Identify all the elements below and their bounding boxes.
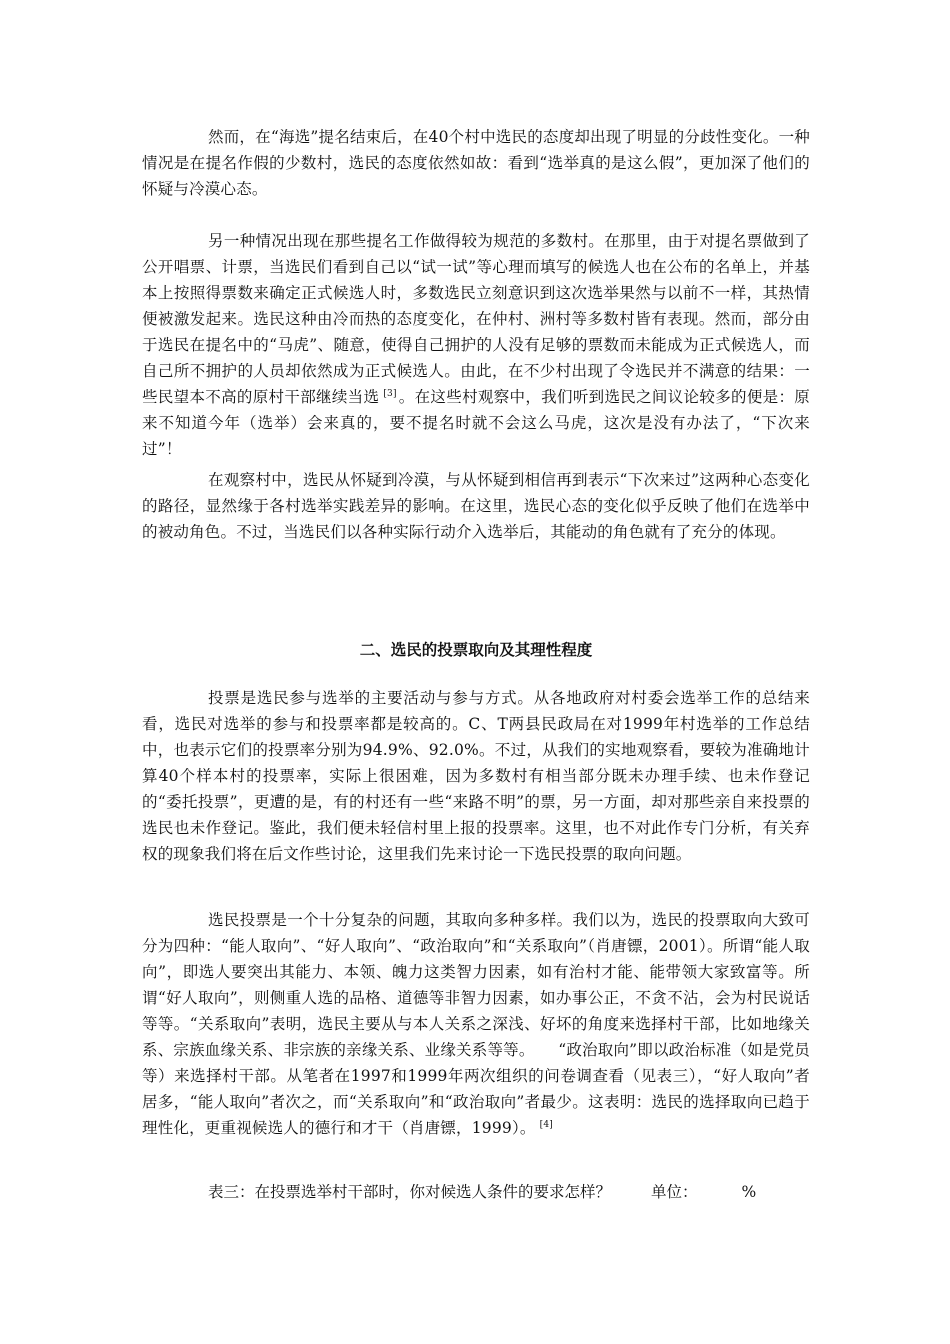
table-unit-value: % bbox=[741, 1183, 757, 1201]
paragraph-3-text: 在观察村中，选民从怀疑到冷漠，与从怀疑到相信再到表示“下次来过”这两种心态变化的路径，显然缘于各村选举实践差异的影响。在这里，选民心态的变化似乎反映了他们在选举中的被动角色。不过，当选民们以各种实际行动介入选举后，其能动的角色就有了充分的体现。 bbox=[142, 471, 810, 541]
table-caption bbox=[208, 1179, 756, 1205]
section-heading: 二、选民的投票取向及其理性程度 bbox=[359, 640, 593, 659]
table-caption-title: 表三：在投票选举村干部时，你对候选人条件的要求怎样？ bbox=[208, 1183, 612, 1201]
paragraph-2-text-b: 。在这些村观察中，我们听到选民之间议论较多的便是：原来不知道今年（选举）会来真的，要不提名时就不会这么马虎，这次是没有办法了，“下次来过”！ bbox=[142, 388, 810, 458]
paragraph-2-text-a: 另一种情况出现在那些提名工作做得较为规范的多数村。在那里，由于对提名票做到了公开唱票、计票，当选民们看到自己以“试一试”等心理而填写的候选人也在公布的名单上，并基本上按照得票数来确定正式候选人时，多数选民立刻意识到这次选举果然与以前不一样，其热情便被激发起来。选民这种由冷而热的态度变化，在仲村、洲村等多数村皆有表现。然而，部分由于选民在提名中的“马虎”、随意，使得自己拥护的人没有足够的票数而未能成为正式候选人，而自己所不拥护的人员却依然成为正式候选人。由此，在不少村出现了令选民并不满意的结果：一些民望本不高的原村干部继续当选 bbox=[142, 232, 810, 406]
footnote-ref-4[interactable]: [4] bbox=[539, 1119, 553, 1130]
footnote-ref-3[interactable]: [3] bbox=[383, 388, 397, 399]
paragraph-1-text: 然而，在“海选”提名结束后，在40个村中选民的态度却出现了明显的分歧性变化。一种情况是在提名作假的少数村，选民的态度依然如故：看到“选举真的是这么假”，更加深了他们的怀疑与冷漠心态。 bbox=[142, 128, 810, 198]
table-unit-label: 单位： bbox=[651, 1183, 698, 1201]
paragraph-5-text: 选民投票是一个十分复杂的问题，其取向多种多样。我们以为，选民的投票取向大致可分为四种：“能人取向”、“好人取向”、“政治取向”和“关系取向”（肖唐镖，2001）。所谓“能人取向”，即选人要突出其能力、本领、魄力这类智力因素，如有治村才能、能带领大家致富等。所谓“好人取向”，则侧重人选的品格、道德等非智力因素，如办事公正，不贪不沾，会为村民说话等等。“关系取向”表明，选民主要从与本人关系之深浅、好坏的角度来选择村干部，比如地缘关系、宗族血缘关系、非宗族的亲缘关系、业缘关系等等。 “政治取向”即以政治标准（如是党员等）来选择村干部。从笔者在1997和1999年两次组织的问卷调查看（见表三），“好人取向”者居多，“能人取向”者次之，而“关系取向”和“政治取向”者最少。这表明：选民的选择取向已趋于理性化，更重视候选人的德行和才干（肖唐镖，1999）。 bbox=[142, 911, 810, 1137]
paragraph-1 bbox=[142, 124, 810, 202]
paragraph-4-text: 投票是选民参与选举的主要活动与参与方式。从各地政府对村委会选举工作的总结来看，选民对选举的参与和投票率都是较高的。C、T两县民政局在对1999年村选举的工作总结中，也表示它们的投票率分别为94.9%、92.0%。不过，从我们的实地观察看，要较为准确地计算40个样本村的投票率，实际上很困难，因为多数村有相当部分既未办理手续、也未作登记的“委托投票”，更遭的是，有的村还有一些“来路不明”的票，另一方面，却对那些亲自来投票的选民也未作登记。鉴此，我们便未轻信村里上报的投票率。这里，也不对此作专门分析，有关弃权的现象我们将在后文作些讨论，这里我们先来讨论一下选民投票的取向问题。 bbox=[142, 689, 810, 863]
paragraph-3 bbox=[142, 467, 810, 545]
paragraph-2 bbox=[142, 228, 810, 462]
paragraph-4 bbox=[142, 685, 810, 867]
paragraph-5 bbox=[142, 907, 810, 1141]
